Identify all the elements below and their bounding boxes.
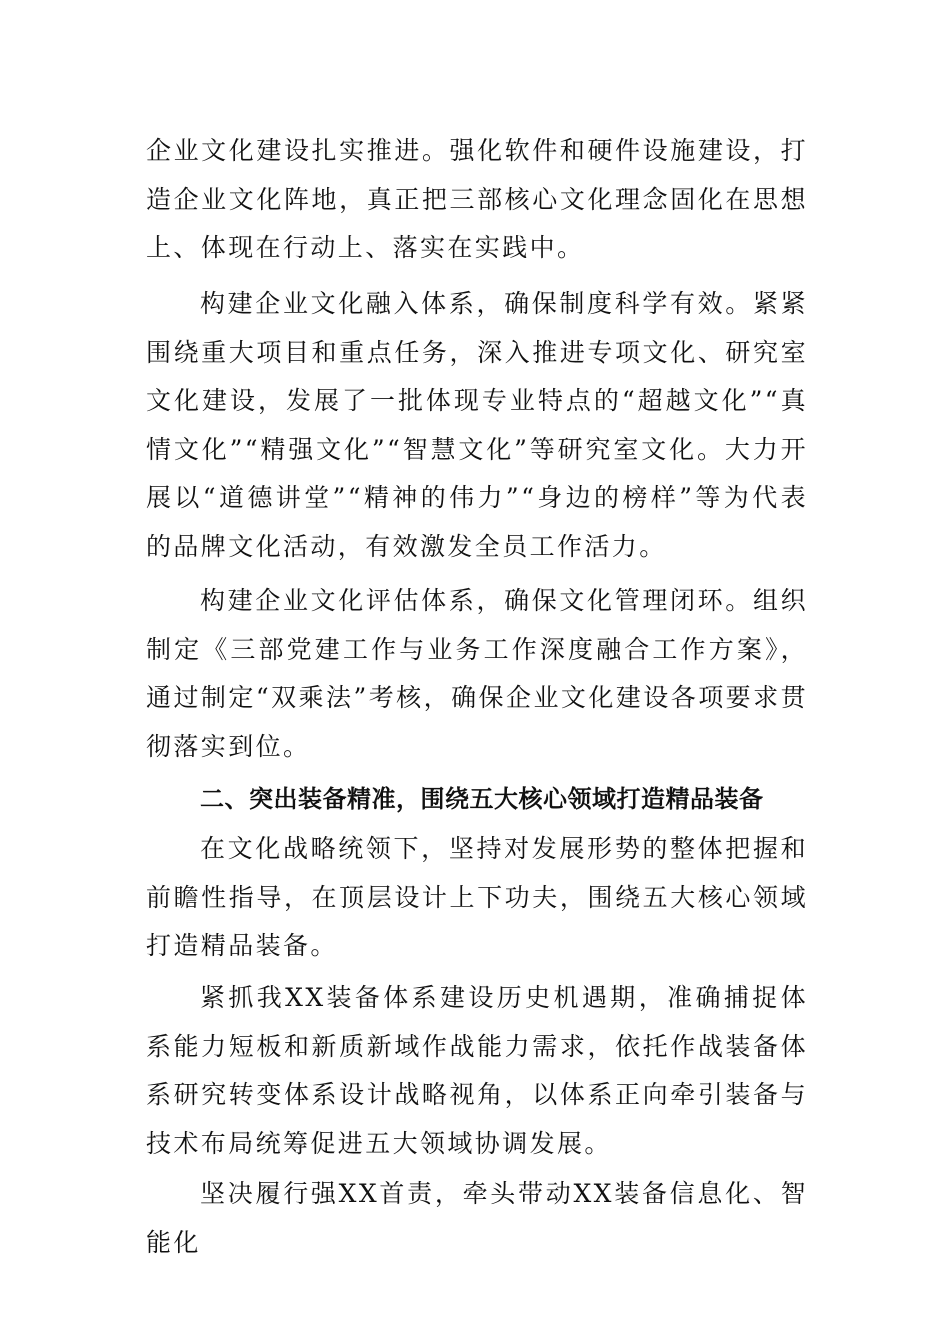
paragraph-responsibility: 坚决履行强XX首责，牵头带动XX装备信息化、智能化 xyxy=(146,1179,808,1257)
paragraph-culture-evaluation: 构建企业文化评估体系，确保文化管理闭环。组织制定《三部党建工作与业务工作深度融合工作方案》，通过制定“双乘法”考核，确保企业文化建设各项要求贯彻落实到位。 xyxy=(146,586,808,761)
paragraph-culture-construction: 企业文化建设扎实推进。强化软件和硬件设施建设，打造企业文化阵地，真正把三部核心文化理念固化在思想上、体现在行动上、落实在实践中。 xyxy=(146,136,808,262)
section-heading: 二、突出装备精准，围绕五大核心领域打造精品装备 xyxy=(200,785,764,813)
paragraph-culture-integration: 构建企业文化融入体系，确保制度科学有效。紧紧围绕重大项目和重点任务，深入推进专项文化、研究室文化建设，发展了一批体现专业特点的“超越文化”“真情文化”“精强文化”“智慧文化”等研究室文化。大力开展以“道德讲堂”“精神的伟力”“身边的榜样”等为代表的品牌文化活动，有效激发全员工作活力。 xyxy=(146,289,808,561)
paragraph-strategy-guidance: 在文化战略统领下，坚持对发展形势的整体把握和前瞻性指导，在顶层设计上下功夫，围绕五大核心领域打造精品装备。 xyxy=(146,834,808,960)
paragraph-equipment-system: 紧抓我XX装备体系建设历史机遇期，准确捕捉体系能力短板和新质新域作战能力需求，依托作战装备体系研究转变体系设计战略视角，以体系正向牵引装备与技术布局统筹促进五大领域协调发展。 xyxy=(146,983,808,1158)
